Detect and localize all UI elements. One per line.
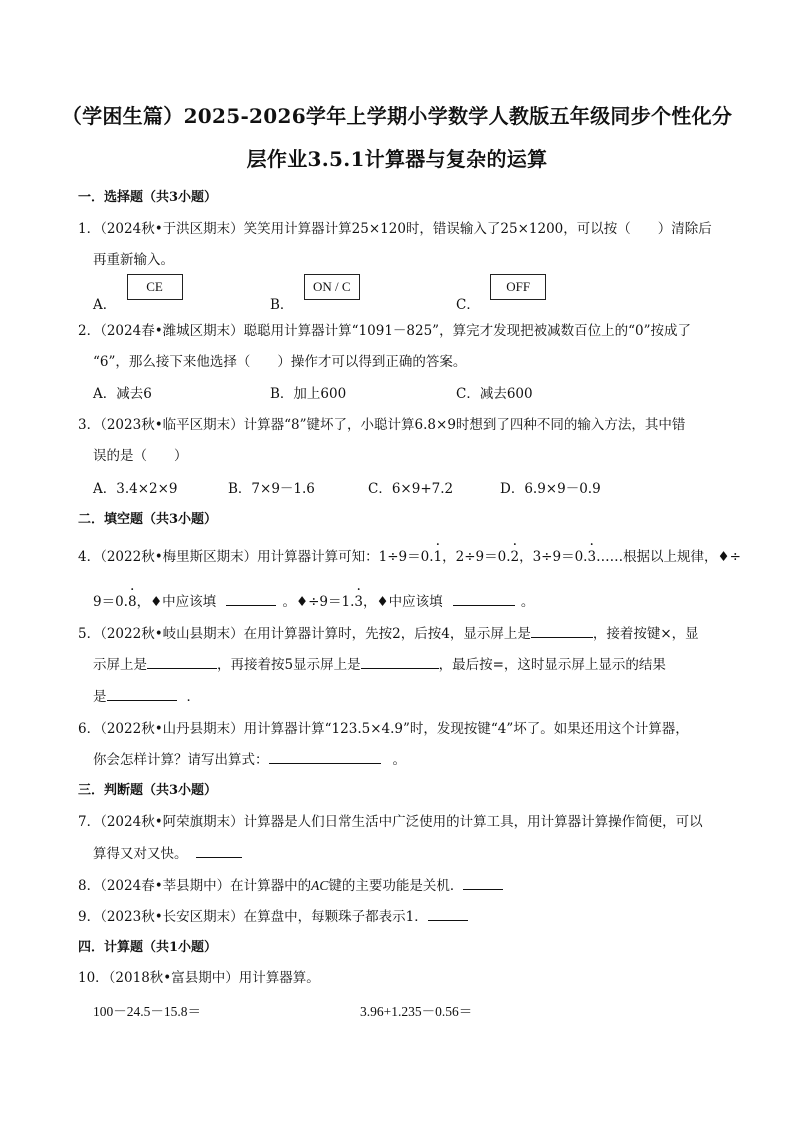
q6-text-a: 你会怎样计算？请写出算式： [93, 752, 269, 768]
repeating-digit-3: · 3 [587, 549, 596, 565]
question-2-option-b[interactable]: B．加上600 [270, 386, 347, 402]
question-5-line3 [93, 685, 200, 705]
page-title-line1: （学困生篇）2025-2026学年上学期小学数学人教版五年级同步个性化分 [61, 104, 733, 128]
page-title-line2: 层作业3.5.1计算器与复杂的运算 [246, 147, 548, 171]
q4-text-d: ……根据以上规律，♦÷ [596, 549, 741, 565]
q5-text-c: 示屏上是 [93, 657, 147, 673]
q4-text-b: ，2÷9＝0. [442, 549, 511, 565]
question-1-line1: 1．（2024秋•于洪区期末）笑笑用计算器计算25×120时，错误输入了25×1200，可以按（ ）清除后 [78, 221, 712, 237]
q5-text-b: ，接着按键×，显 [592, 626, 699, 642]
q4-text-e: 9＝0. [93, 594, 128, 610]
calc-expression-1: 100－24.5－15.8＝ [93, 1004, 201, 1019]
question-10-line1: 10．（2018秋•富县期中）用计算器算。 [78, 970, 320, 986]
question-3-option-a[interactable]: A．3.4×2×9 [93, 481, 178, 497]
question-3-option-d[interactable]: D．6.9×9－0.9 [500, 481, 601, 497]
ac-key-label: AC [311, 878, 329, 893]
section-heading-judge: 三．判断题（共3小题） [78, 783, 218, 798]
q4-text-c: ，3÷9＝0. [519, 549, 588, 565]
repeating-digit-5: · 3 [354, 594, 363, 610]
repeating-digit-4: · 8 [128, 594, 137, 610]
question-6-line2 [93, 748, 406, 768]
question-9 [78, 905, 468, 925]
q4-text-i: 。 [520, 594, 535, 610]
answer-blank[interactable] [147, 654, 217, 669]
question-5-line2 [93, 653, 666, 673]
question-3-option-b[interactable]: B．7×9－1.6 [228, 481, 315, 497]
question-5-line1 [78, 622, 699, 642]
ce-key-icon: CE [127, 274, 183, 300]
question-8 [78, 874, 503, 894]
q6-text-b: 。 [392, 752, 406, 768]
question-3-line2: 误的是（ ） [93, 448, 188, 464]
question-1-option-c[interactable] [456, 274, 546, 313]
off-key-icon: OFF [490, 274, 546, 300]
section-heading-calc: 四．计算题（共1小题） [78, 940, 218, 955]
question-2-option-c[interactable]: C．减去600 [456, 386, 533, 402]
question-1-line2: 再重新输入。 [93, 252, 174, 268]
option-a-label: A． [93, 297, 117, 313]
section-heading-fill: 二．填空题（共3小题） [78, 512, 218, 527]
repeating-digit-1: · 1 [434, 549, 443, 565]
q8-text-a: 8．（2024春•莘县期中）在计算器中的 [78, 878, 312, 894]
question-2-line2: “6”，那么接下来他选择（ ）操作才可以得到正确的答案。 [93, 354, 467, 370]
answer-blank[interactable] [361, 654, 439, 669]
question-3-option-c[interactable]: C．6×9+7.2 [368, 481, 454, 497]
question-2-option-a[interactable]: A．减去6 [93, 386, 152, 402]
calc-expression-2: 3.96+1.235－0.56＝ [360, 1004, 473, 1019]
question-4-line2 [93, 590, 534, 610]
q9-text: 9．（2023秋•长安区期末）在算盘中，每颗珠子都表示1． [78, 909, 428, 925]
question-2-line1: 2．（2024春•潍城区期末）聪聪用计算器计算“1091－825”，算完才发现把被减数百位上的“0”按成了 [78, 323, 691, 339]
q4-text-a: 4．（2022秋•梅里斯区期末）用计算器计算可知：1÷9＝0. [78, 549, 434, 565]
answer-blank[interactable] [269, 749, 381, 764]
q5-text-a: 5．（2022秋•岐山县期末）在用计算器计算时，先按2，后按4，显示屏上是 [78, 626, 531, 642]
answer-blank[interactable] [196, 843, 242, 858]
option-c-label: C． [456, 297, 480, 313]
q5-text-g: ． [186, 689, 200, 705]
q5-text-d: ，再接着按5显示屏上是 [217, 657, 361, 673]
question-7-line2 [93, 842, 242, 862]
question-1-option-b[interactable] [270, 274, 360, 313]
on-c-key-icon: ON / C [304, 274, 360, 300]
q5-text-f: 是 [93, 689, 107, 705]
answer-blank[interactable] [107, 686, 177, 701]
section-heading-choice: 一．选择题（共3小题） [78, 190, 218, 205]
q4-text-h: ，♦中应该填 [362, 594, 443, 610]
q4-text-f: ，♦中应该填 [136, 594, 217, 610]
q4-text-g: 。♦÷9＝1. [282, 594, 355, 610]
answer-blank[interactable] [463, 875, 503, 890]
question-1-option-a[interactable] [93, 274, 183, 313]
repeating-digit-2: · 2 [511, 549, 520, 565]
answer-blank[interactable] [428, 906, 468, 921]
q5-text-e: ，最后按=，这时显示屏上显示的结果 [438, 657, 666, 673]
question-6-line1: 6．（2022秋•山丹县期末）用计算器计算“123.5×4.9”时，发现按键“4”坏了。如果还用这个计算器， [78, 721, 689, 737]
answer-blank[interactable] [453, 591, 515, 606]
question-4-line1 [78, 545, 741, 565]
answer-blank[interactable] [531, 623, 593, 638]
answer-blank[interactable] [226, 591, 276, 606]
question-7-line1: 7．（2024秋•阿荣旗期末）计算器是人们日常生活中广泛使用的计算工具，用计算器计算操作简便，可以 [78, 814, 703, 830]
q8-text-b: 键的主要功能是关机． [328, 878, 464, 894]
option-b-label: B． [270, 297, 294, 313]
question-3-line1: 3．（2023秋•临平区期末）计算器“8”键坏了，小聪计算6.8×9时想到了四种不同的输入方法，其中错 [78, 417, 686, 433]
q7-text: 算得又对又快。 [93, 846, 188, 862]
